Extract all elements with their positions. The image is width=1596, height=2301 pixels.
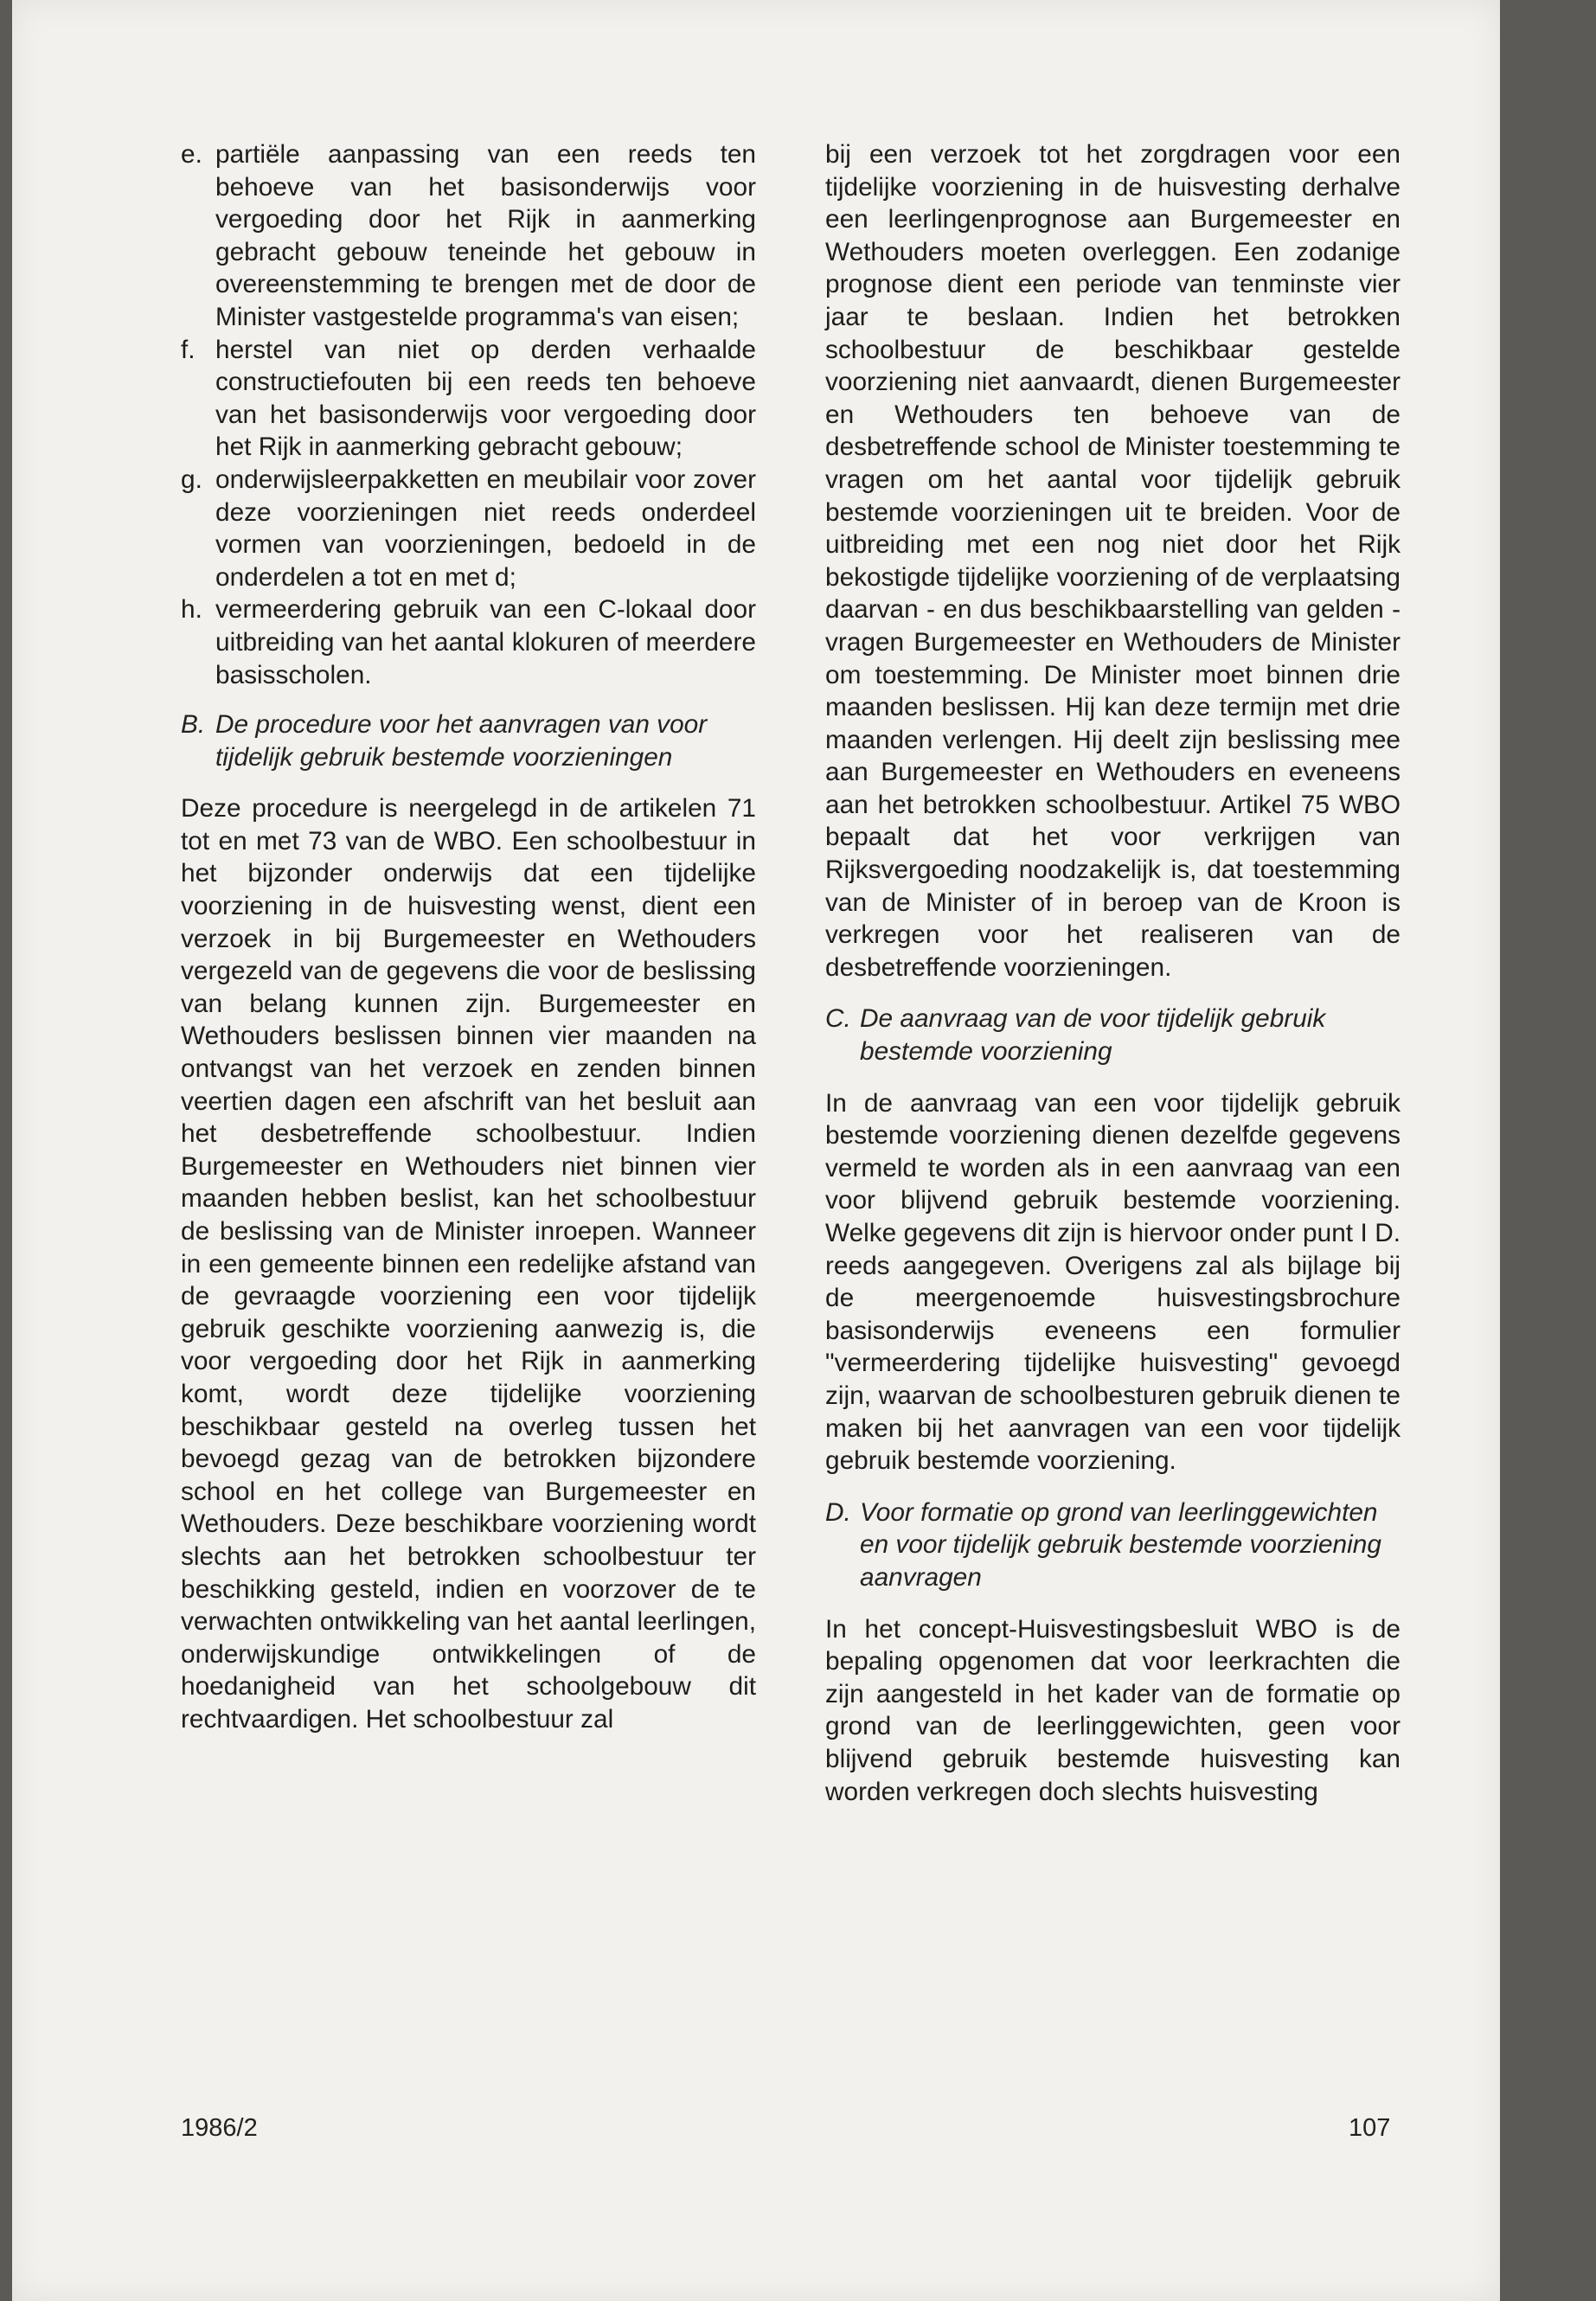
list-item-text: vermeerdering gebruik van een C-lokaal door uitbreiding van het aantal klokuren of meerdere basisscholen. [215,595,756,689]
list-marker: f. [181,335,195,364]
document-page [12,0,1500,2301]
list-item-e [181,138,756,334]
section-b-body: Deze procedure is neergelegd in de artikelen 71 tot en met 73 van de WBO. Een schoolbestuur in het bijzonder onderwijs dat een tijdelijke voorziening in de huisvesting wenst, dient een verzoek in bij Burgemeester en Wethouders vergezeld van de gegevens die voor de beslissing van belang kunnen zijn. Burgemeester en Wethouders beslissen binnen vier maanden na ontvangst van het verzoek en zenden binnen veertien dagen een afschrift van het besluit aan het desbetreffende schoolbestuur. Indien Burgemeester en Wethouders niet binnen vier maanden hebben beslist, kan het schoolbestuur de beslissing van de Minister inroepen. Wanneer in een gemeente binnen een redelijke afstand van de gevraagde voorziening een voor tijdelijk gebruik geschikte voorziening aanwezig is, die voor vergoeding door het Rijk in aanmerking komt, wordt deze tijdelijke voorziening beschikbaar gesteld na overleg tussen het bevoegd gezag van de betrokken bijzondere school en het college van Burgemeester en Wethouders. Deze beschikbare voorziening wordt slechts aan het betrokken schoolbestuur ter beschikking gesteld, indien en voorzover de te verwachten ontwikkeling van het aantal leerlingen, onderwijskundige ontwikkelingen of de hoedanigheid van het schoolgebouw dit rechtvaardigen. Het schoolbestuur zal [181,794,756,1734]
left-column [181,138,756,1736]
continued-paragraph: bij een verzoek tot het zorgdragen voor een tijdelijke voorziening in de huisvesting derhalve een leerlingenprognose aan Burgemeester en Wethouders moeten overleggen. Een zodanige prognose dient een periode van tenminste vier jaar te beslaan. Indien het betrokken schoolbestuur de beschikbaar gestelde voorziening niet aanvaardt, dienen Burgemeester en Wethouders ten behoeve van de desbetreffende school de Minister toestemming te vragen om het aantal voor tijdelijk gebruik bestemde voorzieningen uit te breiden. Voor de uitbreiding met een nog niet door het Rijk bekostigde tijdelijke voorziening of de verplaatsing daarvan - en dus beschikbaarstelling van gelden - vragen Burgemeester en Wethouders de Minister om toestemming. De Minister moet binnen drie maanden beslissen. Hij kan deze termijn met drie maanden verlengen. Hij deelt zijn beslissing mee aan Burgemeester en Wethouders en eveneens aan het betrokken schoolbestuur. Artikel 75 WBO bepaalt dat het voor verkrijgen van Rijksvergoeding noodzakelijk is, dat toestemming van de Minister of in beroep van de Kroon is verkregen voor het realiseren van de desbetreffende voorzieningen. [825,140,1401,982]
list-item-text: onderwijsleerpakketten en meubilair voor zover deze voorzieningen niet reeds onderdeel vormen van voorzieningen, bedoeld in de onderdelen a tot en met d; [215,465,756,592]
list-item-g [181,464,756,593]
list-marker: e. [181,140,202,169]
section-c-heading [825,1003,1401,1067]
list-marker: g. [181,465,202,494]
section-d-heading [825,1497,1401,1594]
list-item-text: partiële aanpassing van een reeds ten behoeve van het basisonderwijs voor vergoeding door het Rijk in aanmerking gebracht gebouw teneinde het gebouw in overeenstemming te brengen met de door de Minister vastgestelde programma's van eisen; [215,140,756,331]
issue-number: 1986/2 [181,2114,258,2142]
section-b-heading [181,708,756,773]
section-heading-text: Voor formatie op grond van leerlinggewichten en voor tijdelijk gebruik bestemde voorziening aanvragen [860,1497,1381,1592]
right-column [825,138,1401,1808]
provision-list [181,138,756,691]
list-item-f [181,334,756,464]
section-heading-text: De procedure voor het aanvragen van voor tijdelijk gebruik bestemde voorzieningen [215,710,708,772]
section-marker: C. [825,1004,851,1034]
page-number: 107 [1349,2114,1391,2142]
list-item-h [181,593,756,691]
list-item-text: herstel van niet op derden verhaalde constructiefouten bij een reeds ten behoeve van het basisonderwijs voor vergoeding door het Rijk in aanmerking gebracht gebouw; [215,335,756,462]
list-marker: h. [181,595,202,625]
section-marker: B. [181,710,206,740]
section-d-body: In het concept-Huisvestingsbesluit WBO is de bepaling opgenomen dat voor leerkrachten die zijn aangesteld in het kader van de formatie op grond van de leerlinggewichten, geen voor blijvend gebruik bestemde huisvesting kan worden verkregen doch slechts huisvesting [825,1614,1401,1806]
section-heading-text: De aanvraag van de voor tijdelijk gebruik bestemde voorziening [860,1004,1326,1067]
section-c-body: In de aanvraag van een voor tijdelijk gebruik bestemde voorziening dienen dezelfde gegevens vermeld te worden als in een aanvraag van een voor blijvend gebruik bestemde voorziening. Welke gegevens dit zijn is hiervoor onder punt I D. reeds aangegeven. Overigens zal als bijlage bij de meergenoemde huisvestingsbrochure basisonderwijs eveneens een formulier "vermeerdering tijdelijke huisvesting" gevoegd zijn, waarvan de schoolbesturen gebruik dienen te maken bij het aanvragen van een voor tijdelijk gebruik bestemde voorziening. [825,1088,1401,1476]
section-marker: D. [825,1497,851,1527]
